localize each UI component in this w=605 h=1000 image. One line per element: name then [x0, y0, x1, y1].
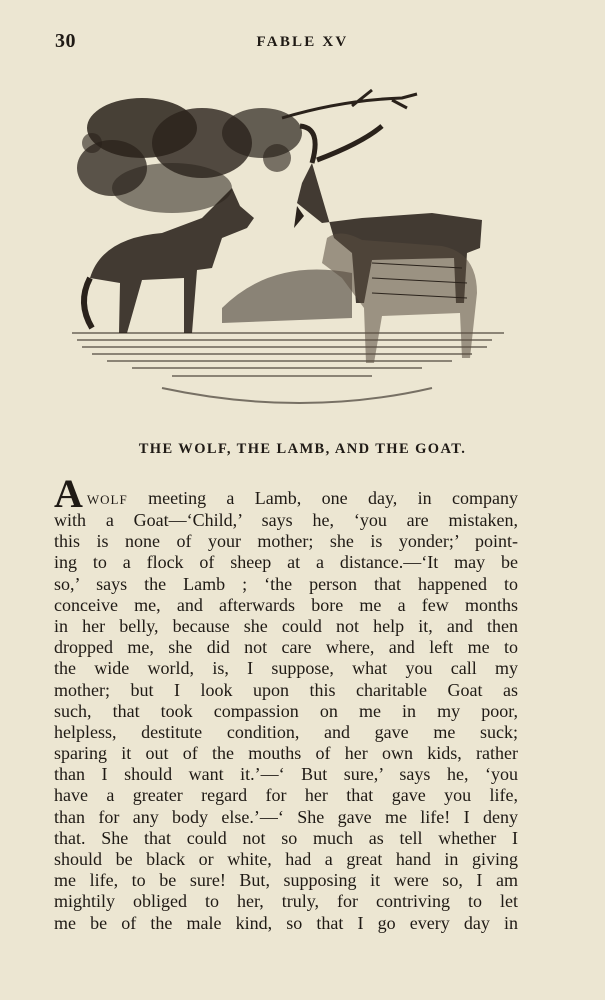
body-line: that. She that could not so much as tell whether I: [54, 827, 518, 848]
woodcut-illustration: [72, 88, 504, 406]
body-line-text: meeting a Lamb, one day, in company: [127, 488, 518, 508]
body-line: with a Goat—‘Child,’ says he, ‘you are mistaken,: [54, 510, 518, 530]
fable-title: FABLE XV: [256, 34, 349, 50]
body-line: helpless, destitute condition, and gave me suck;: [54, 721, 518, 742]
body-line: sparing it out of the mouths of her own kids, rather: [54, 743, 518, 764]
branch-right: [282, 90, 417, 118]
ground: [72, 333, 504, 376]
body-line: such, that took compassion on me in my poor,: [54, 700, 518, 721]
background-hill: [222, 270, 352, 323]
body-line: than I should want it.’—‘ But sure,’ says he, ‘you: [54, 764, 518, 785]
body-line: than for any body else.’—‘ She gave me life! I deny: [54, 806, 518, 827]
body-line: the wide world, is, I suppose, what you call my: [54, 658, 518, 679]
body-line: have a greater regard for her that gave you life,: [54, 785, 518, 806]
body-line: in her belly, because she could not help it, and then: [54, 615, 518, 636]
body-line: conceive me, and afterwards bore me a few months: [54, 594, 518, 615]
body-line: [54, 480, 518, 510]
body-line: me be of the male kind, so that I go every day in: [54, 912, 518, 933]
tree-foliage: [77, 98, 302, 213]
fable-caption: THE WOLF, THE LAMB, AND THE GOAT.: [138, 441, 467, 457]
body-line: should be black or white, had a great hand in giving: [54, 849, 518, 869]
vignette-base: [162, 388, 432, 403]
fable-body: [54, 480, 518, 934]
page-number: 30: [55, 30, 76, 52]
body-line: dropped me, she did not care where, and left me to: [54, 637, 518, 658]
drop-cap: A: [54, 480, 83, 510]
page-header: [0, 30, 605, 62]
first-word: WOLF: [86, 492, 128, 507]
body-line: ing to a flock of sheep at a distance.—‘It may be: [54, 552, 518, 573]
body-line: this is none of your mother; she is yonder;’ point-: [54, 531, 518, 552]
body-line: mother; but I look upon this charitable Goat as: [54, 679, 518, 700]
body-line: so,’ says the Lamb ; ‘the person that happened to: [54, 573, 518, 594]
body-line: me life, to be sure! But, supposing it were so, I am: [54, 870, 518, 891]
body-line: mightily obliged to her, truly, for contriving to let: [54, 891, 518, 912]
